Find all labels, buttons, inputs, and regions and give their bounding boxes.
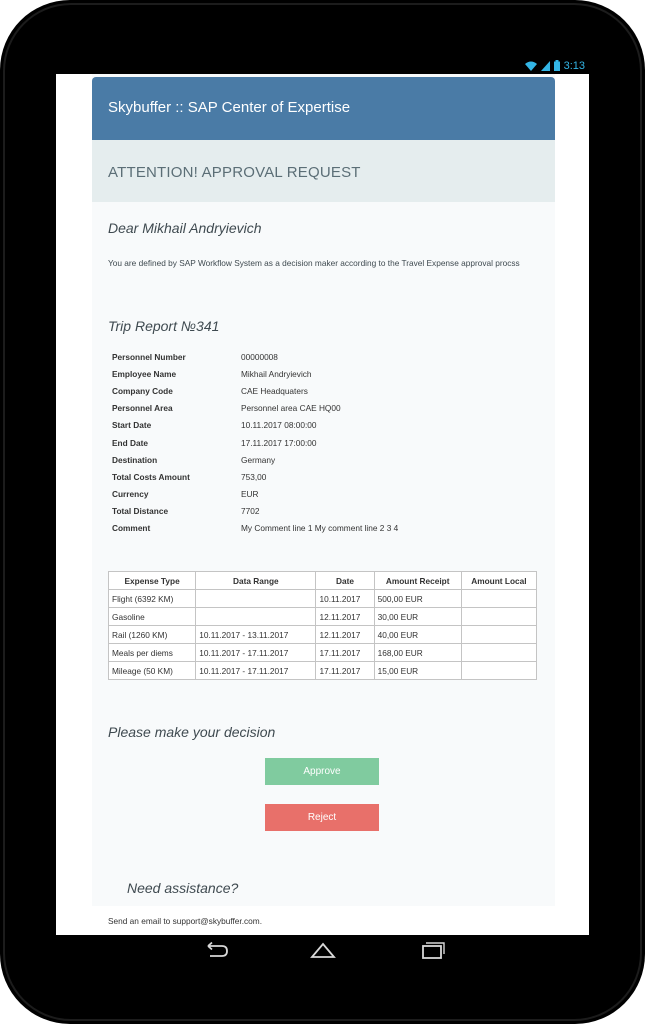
expense-cell: Meals per diems <box>109 644 196 662</box>
expense-column-header: Expense Type <box>109 572 196 590</box>
detail-label: Total Costs Amount <box>112 471 190 482</box>
expense-cell: 17.11.2017 <box>316 644 374 662</box>
recents-icon[interactable] <box>417 941 447 961</box>
back-icon[interactable] <box>200 941 230 961</box>
signal-icon <box>541 61 550 71</box>
greeting: Dear Mikhail Andryievich <box>108 220 262 236</box>
detail-label: Destination <box>112 454 158 465</box>
detail-row <box>112 452 398 469</box>
email-viewport[interactable] <box>56 74 589 926</box>
detail-row <box>112 434 398 451</box>
expense-column-header: Amount Receipt <box>374 572 461 590</box>
detail-row <box>112 503 398 520</box>
expense-cell: 40,00 EUR <box>374 626 461 644</box>
assistance-title: Need assistance? <box>127 880 239 896</box>
detail-value: 17.11.2017 17:00:00 <box>241 437 317 448</box>
detail-value: EUR <box>241 488 259 499</box>
expense-row <box>109 626 537 644</box>
detail-row <box>112 400 398 417</box>
attention-text: ATTENTION! APPROVAL REQUEST <box>108 164 361 181</box>
detail-value: 10.11.2017 08:00:00 <box>241 420 317 431</box>
detail-label: Currency <box>112 488 149 499</box>
detail-value: 7702 <box>241 505 260 516</box>
detail-label: Personnel Number <box>112 352 186 363</box>
expense-column-header: Data Range <box>196 572 316 590</box>
detail-value: 00000008 <box>241 352 278 363</box>
expense-cell: 17.11.2017 <box>316 662 374 680</box>
tablet-screen <box>56 57 589 967</box>
detail-label: Employee Name <box>112 369 177 380</box>
trip-report-title: Trip Report №341 <box>108 318 220 334</box>
expense-column-header: Amount Local <box>461 572 536 590</box>
detail-value: 753,00 <box>241 471 267 482</box>
detail-value: Mikhail Andryievich <box>241 369 312 380</box>
expense-cell: 10.11.2017 - 13.11.2017 <box>196 626 316 644</box>
support-text[interactable]: Send an email to support@skybuffer.com. <box>108 916 263 926</box>
detail-label: Company Code <box>112 386 173 397</box>
status-bar <box>56 57 589 74</box>
expense-cell: 10.11.2017 <box>316 590 374 608</box>
expense-header-row <box>109 572 537 590</box>
expense-cell: Flight (6392 KM) <box>109 590 196 608</box>
expense-cell: 10.11.2017 - 17.11.2017 <box>196 644 316 662</box>
detail-label: Start Date <box>112 420 152 431</box>
navigation-bar <box>56 935 589 967</box>
expense-cell: 30,00 EUR <box>374 608 461 626</box>
expense-cell <box>461 644 536 662</box>
trip-details-table <box>112 349 398 537</box>
detail-row <box>112 469 398 486</box>
expense-cell <box>461 590 536 608</box>
expense-cell: 10.11.2017 - 17.11.2017 <box>196 662 316 680</box>
home-icon[interactable] <box>308 941 338 961</box>
attention-banner <box>92 140 555 202</box>
approve-button[interactable]: Approve <box>265 758 379 785</box>
expense-cell <box>461 608 536 626</box>
expense-cell: Mileage (50 KM) <box>109 662 196 680</box>
detail-row <box>112 383 398 400</box>
detail-row <box>112 486 398 503</box>
expense-column-header: Date <box>316 572 374 590</box>
detail-value: My Comment line 1 My comment line 2 3 4 <box>241 522 399 533</box>
detail-label: Personnel Area <box>112 403 173 414</box>
detail-label: Total Distance <box>112 505 169 516</box>
expense-cell <box>461 662 536 680</box>
detail-label: Comment <box>112 522 151 533</box>
detail-value: CAE Headquaters <box>241 386 308 397</box>
detail-row <box>112 417 398 434</box>
expense-table <box>108 571 537 680</box>
expense-cell: 12.11.2017 <box>316 626 374 644</box>
expense-row <box>109 590 537 608</box>
status-time: 3:13 <box>563 59 585 72</box>
expense-cell <box>196 608 316 626</box>
reject-button[interactable]: Reject <box>265 804 379 831</box>
email-body <box>92 74 555 926</box>
expense-row <box>109 608 537 626</box>
expense-cell: 168,00 EUR <box>374 644 461 662</box>
email-header-title: Skybuffer :: SAP Center of Expertise <box>108 99 351 116</box>
intro-text: You are defined by SAP Workflow System as a decision maker according to the Travel Expense approval procss <box>108 258 520 268</box>
detail-row <box>112 366 398 383</box>
wifi-icon <box>525 61 537 71</box>
expense-cell: 12.11.2017 <box>316 608 374 626</box>
email-header <box>92 77 555 140</box>
detail-label: End Date <box>112 437 148 448</box>
detail-row <box>112 520 398 537</box>
expense-cell: Rail (1260 KM) <box>109 626 196 644</box>
detail-row <box>112 349 398 366</box>
expense-cell: 500,00 EUR <box>374 590 461 608</box>
expense-cell <box>196 590 316 608</box>
expense-cell <box>461 626 536 644</box>
expense-cell: Gasoline <box>109 608 196 626</box>
expense-row <box>109 644 537 662</box>
decision-title: Please make your decision <box>108 724 276 740</box>
detail-value: Germany <box>241 454 276 465</box>
expense-row <box>109 662 537 680</box>
detail-value: Personnel area CAE HQ00 <box>241 403 341 414</box>
battery-icon <box>554 60 560 71</box>
expense-cell: 15,00 EUR <box>374 662 461 680</box>
